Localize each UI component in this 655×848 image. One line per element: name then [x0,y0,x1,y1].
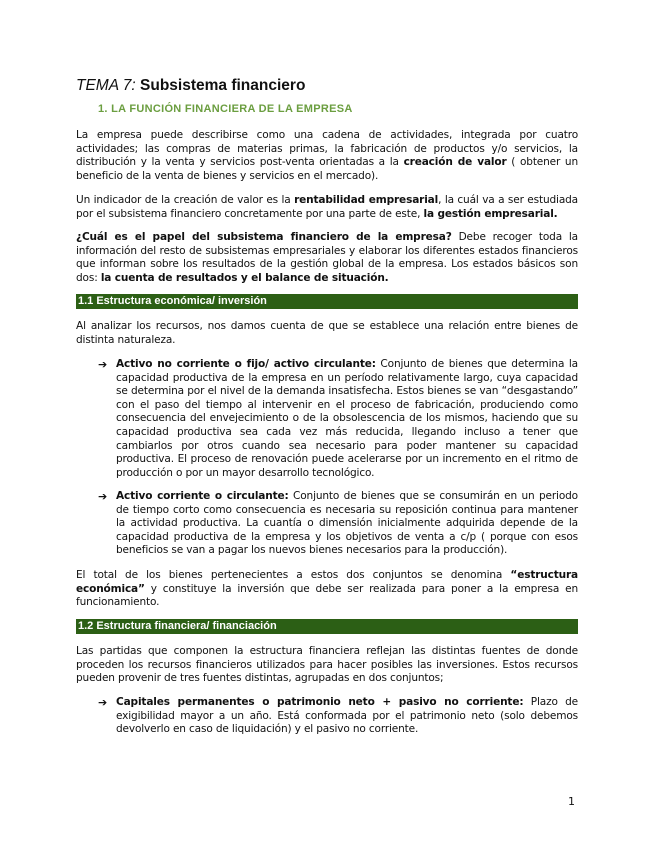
paragraph-bold: la cuenta de resultados y el balance de situación. [100,271,389,284]
arrow-right-icon: ➔ [98,490,108,503]
paragraph-bold: creación de valor [403,156,507,169]
paragraph-text: La empresa puede describirse como una cadena de actividades, integrada por cuatro actividades; las compras de materias primas, la fabricación de productos y/o servicios, la distribución y la venta y servicios post-venta orientadas a la [76,129,578,169]
bullet-body: Plazo de exigibilidad mayor a un año. Está conformada por el patrimonio neto (solo debemos devolverlo en caso de liquidación) y el pasivo no corriente. [116,696,578,736]
paragraph-partidas: Las partidas que componen la estructura financiera reflejan las distintas fuentes de donde proceden los recursos financieros utilizados para hacer posibles las inversiones. Estos recursos pueden provenir de tres fuentes distintas, agrupadas en dos conjuntos; [76,645,578,685]
bullet-bold: Activo no corriente o fijo/ activo circulante: [116,358,376,370]
paragraph-analysis: Al analizar los recursos, nos damos cuenta de que se establece una relación entre bienes de distinta naturaleza. [76,320,578,346]
section-bar-estructura-economica: 1.1 Estructura económica/ inversión [76,294,578,309]
paragraph-role [76,231,578,285]
paragraph-text: ( obtener un beneficio de la venta de bienes y servicios en el mercado). [76,156,579,182]
paragraph-bold: la gestión empresarial. [423,207,558,220]
bullet-body: Conjunto de bienes que se consumirán en un periodo de tiempo corto como consecuencia es necesaria su reposición continua para mantener la actividad productiva. La cuantía o dimensión inicialmente adquirida depende de la capacidad productiva de la empresa y los objetivos de venta a c/p ( porque con esos beneficios se van a pagar los nuevos bienes necesarios para la producción). [116,490,578,557]
page-number: 1 [568,795,575,808]
bullet-body: Conjunto de bienes que determina la capacidad productiva de la empresa en un período relativamente largo, cuya capacidad se determina por el nivel de la demanda insatisfecha. Estos bienes se van “desgastando” con el paso del tiempo al intervenir en el proceso de fabricación, produciendo como consecuencia del envejecimiento o de la obsolescencia de los mismos, haciendo que su capacidad productiva sea cada vez más reducida, llegando incluso a tener que cambiarlos por otros cuando sea necesario para poder mantener su capacidad productiva. El proceso de renovación puede acelerarse por un incremento en el ritmo de producción o por un mayor desarrollo tecnológico. [116,358,578,479]
title-tema: TEMA [76,77,119,94]
paragraph-total [76,569,578,610]
paragraph-bold: rentabilidad empresarial [294,194,439,206]
bullet-text [116,490,578,558]
section-bar-estructura-financiera: 1.2 Estructura financiera/ financiación [76,619,578,634]
paragraph-text: , la cuál va a ser estudiada por el subsistema financiero concretamente por una parte de este, [76,194,578,220]
bullet-bold: Activo corriente o circulante: [116,490,289,502]
paragraph-text: Un indicador de la creación de valor es la [76,194,295,206]
paragraph-intro [76,129,578,183]
paragraph-bold: ¿Cuál es el papel del subsistema financiero de la empresa? [76,231,452,243]
arrow-right-icon: ➔ [98,358,108,371]
bullet-activo-no-corriente [98,358,578,480]
title-number: 7: [118,77,136,94]
paragraph-text: y constituye la inversión que debe ser realizada para poner a la empresa en funcionamiento. [76,582,578,609]
bullet-capitales-permanentes [98,696,578,737]
paragraph-indicator [76,194,578,221]
bullet-text [116,358,578,480]
paragraph-text: El total de los bienes pertenecientes a estos dos conjuntos se denomina [76,569,511,581]
title-subject: Subsistema financiero [135,77,306,94]
page-title [76,77,578,95]
paragraph-text: Debe recoger toda la información del resto de subsistemas empresariales y elaborar los diferentes estados financieros que informan sobre los resultados de la gestión global de la empresa. Los estados básicos son dos: [76,231,578,284]
paragraph-bold: “estructura económica” [76,569,578,595]
arrow-right-icon: ➔ [98,696,108,709]
bullet-activo-corriente [98,490,578,558]
bullet-text [116,696,578,737]
section-heading: 1. LA FUNCIÓN FINANCIERA DE LA EMPRESA [98,103,353,115]
bullet-bold: Capitales permanentes o patrimonio neto + pasivo no corriente: [116,696,524,708]
